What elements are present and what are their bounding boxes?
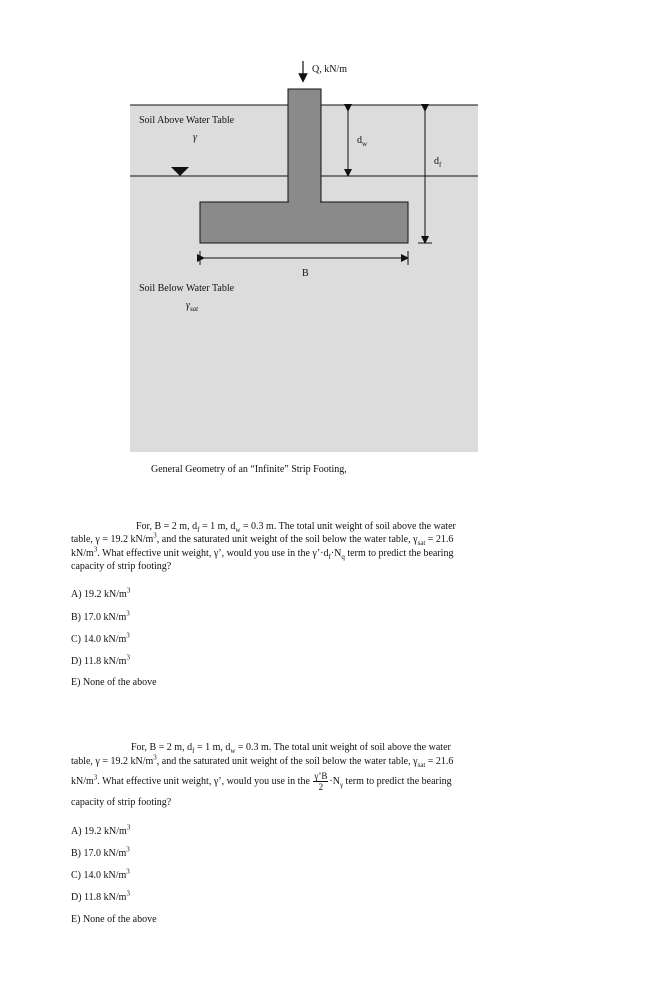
q2-option-c: C) 14.0 $kN/m^3$ [71, 867, 130, 881]
question-2-text: For, B = 2 m, $d_f = 1$ m, $d_w = 0.3$ m. The total unit weight of soil above the water table, γ = 19.2 $kN/m^3$, and the saturated unit weight of the soil below the water table, $\gamma_{sat} = 21.6$ $kN/m^3$. What effective unit weight, γ’, would you use in the $\frac{\gamma’B}{2}$ $\cdot N_\gamma$ term to predict the bearing capacity of strip footing? [71, 742, 454, 808]
q1-option-d: D) 11.8 $kN/m^3$ [71, 653, 130, 667]
load-label: Q, kN/m [312, 64, 347, 75]
question-1-text: For, B = 2 m, $d_f = 1$ m, $d_w = 0.3$ m. The total unit weight of soil above the water table, γ = 19.2 $kN/m^3$, and the saturated unit weight of the soil below the water table, $\gamma_{sat} = 21.6$ $kN/m^3$. What effective unit weight, γ’, would you use in the $\gamma’\cdot d_f\cdot N_q$ term to predict the bearing capacity of strip footing? [71, 521, 456, 573]
footing-column [288, 89, 321, 203]
q2-option-b: B) 17.0 $kN/m^3$ [71, 845, 130, 859]
q1-option-e: E) None of the above [71, 677, 157, 688]
footing-figure [0, 0, 648, 480]
soil-below-symbol: $\gamma_{sat}$ [186, 300, 199, 313]
footing-base [200, 202, 408, 243]
gamma-b-over-2-fraction: $\frac{\gamma’B}{2}$ [314, 771, 328, 792]
q2-option-e: E) None of the above [71, 914, 157, 925]
q1-option-b: B) 17.0 $kN/m^3$ [71, 609, 130, 623]
q2-option-a: A) 19.2 $kN/m^3$ [71, 823, 131, 837]
soil-below-label: Soil Below Water Table [139, 283, 235, 294]
q2-option-d: D) 11.8 $kN/m^3$ [71, 889, 130, 903]
soil-above-label: Soil Above Water Table [139, 115, 235, 126]
soil-above-symbol: γ [193, 132, 197, 143]
figure-caption: General Geometry of an “Infinite” Strip Footing, [151, 464, 347, 475]
q1-option-c: C) 14.0 $kN/m^3$ [71, 631, 130, 645]
dw-label: $d_w$ [357, 135, 368, 148]
q1-option-a: A) 19.2 $kN/m^3$ [71, 586, 131, 600]
df-label: $d_f$ [434, 156, 442, 169]
b-label: B [302, 268, 309, 279]
